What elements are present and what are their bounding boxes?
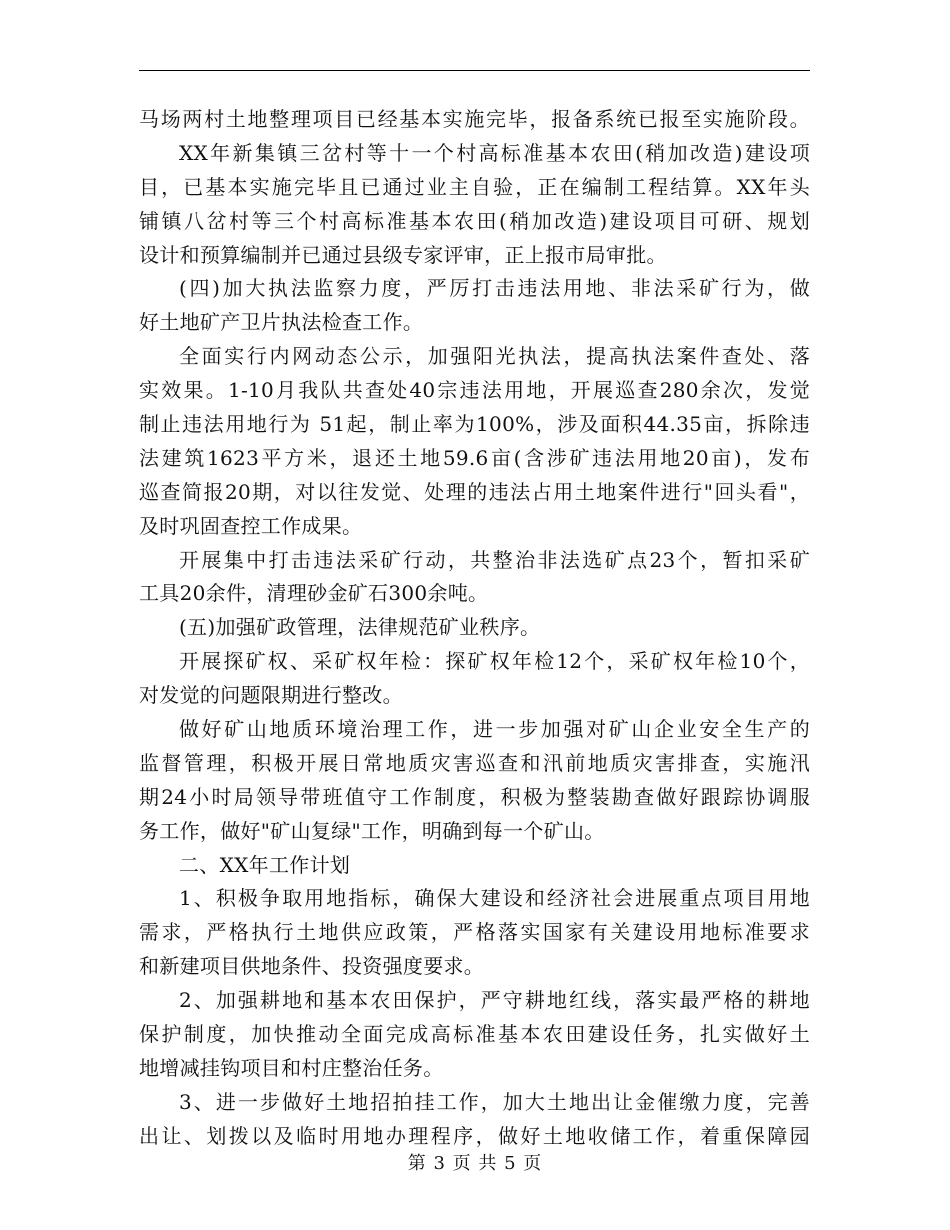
- text-line: 2、加强耕地和基本农田保护，严守耕地红线，落实最严格的耕地: [179, 988, 810, 1013]
- text-line: 对发觉的问题限期进行整改。: [139, 683, 403, 708]
- text-line: 3、进一步做好土地招拍挂工作，加大土地出让金催缴力度，完善: [179, 1089, 810, 1114]
- text-line: 做好矿山地质环境治理工作，进一步加强对矿山企业安全生产的: [179, 717, 810, 742]
- text-line: 监督管理，积极开展日常地质灾害巡查和汛前地质灾害排查，实施汛: [139, 750, 810, 775]
- text-line: 和新建项目供地条件、投资强度要求。: [139, 954, 485, 979]
- text-line: XX年新集镇三岔村等十一个村高标准基本农田(稍加改造)建设项: [179, 140, 810, 165]
- section-heading: (五)加强矿政管理，法律规范矿业秩序。: [179, 615, 541, 640]
- text-line: 制止违法用地行为 51起，制止率为100%，涉及面积44.35亩，拆除违: [139, 412, 810, 437]
- header-rule: [139, 70, 810, 71]
- section-heading: 好土地矿产卫片执法检查工作。: [139, 310, 424, 335]
- text-line: 开展集中打击违法采矿行动，共整治非法选矿点23个，暂扣采矿: [179, 547, 810, 572]
- document-body: [139, 103, 810, 1154]
- text-line: 铺镇八岔村等三个村高标准基本农田(稍加改造)建设项目可研、规划: [139, 208, 810, 233]
- text-line: 地增减挂钩项目和村庄整治任务。: [139, 1055, 444, 1080]
- text-line: 设计和预算编制并已通过县级专家评审，正上报市局审批。: [139, 242, 667, 267]
- text-line: 务工作，做好"矿山复绿"工作，明确到每一个矿山。: [139, 818, 605, 843]
- text-line: 工具20余件，清理砂金矿石300余吨。: [139, 581, 489, 606]
- text-line: 目，已基本实施完毕且已通过业主自验，正在编制工程结算。XX年头: [139, 174, 810, 199]
- section-heading: 二、XX年工作计划: [179, 852, 351, 877]
- text-line: 实效果。1-10月我队共查处40宗违法用地，开展巡查280余次，发觉: [139, 378, 810, 403]
- page-number: 第 3 页 共 5 页: [407, 1153, 543, 1174]
- section-heading: (四)加大执法监察力度，严厉打击违法用地、非法采矿行为，做: [179, 276, 810, 301]
- text-line: 巡查简报20期，对以往发觉、处理的违法占用土地案件进行"回头看"，: [139, 479, 810, 504]
- text-line: 马场两村土地整理项目已经基本实施完毕，报备系统已报至实施阶段。: [139, 107, 810, 131]
- text-line: 期24小时局领导带班值守工作制度，积极为整装勘查做好跟踪协调服: [139, 784, 810, 809]
- text-line: 需求，严格执行土地供应政策，严格落实国家有关建设用地标准要求: [139, 920, 810, 945]
- text-line: 1、积极争取用地指标，确保大建设和经济社会进展重点项目用地: [179, 886, 810, 911]
- text-line: 及时巩固查控工作成果。: [139, 513, 363, 538]
- text-line: 出让、划拨以及临时用地办理程序，做好土地收储工作，着重保障园: [139, 1123, 810, 1148]
- text-line: 保护制度，加快推动全面完成高标准基本农田建设任务，扎实做好土: [139, 1022, 810, 1047]
- text-line: 法建筑1623平方米，退还土地59.6亩(含涉矿违法用地20亩)，发布: [139, 445, 810, 470]
- text-line: 开展探矿权、采矿权年检：探矿权年检12个，采矿权年检10个，: [179, 649, 810, 674]
- text-line: 全面实行内网动态公示，加强阳光执法，提高执法案件查处、落: [179, 344, 810, 369]
